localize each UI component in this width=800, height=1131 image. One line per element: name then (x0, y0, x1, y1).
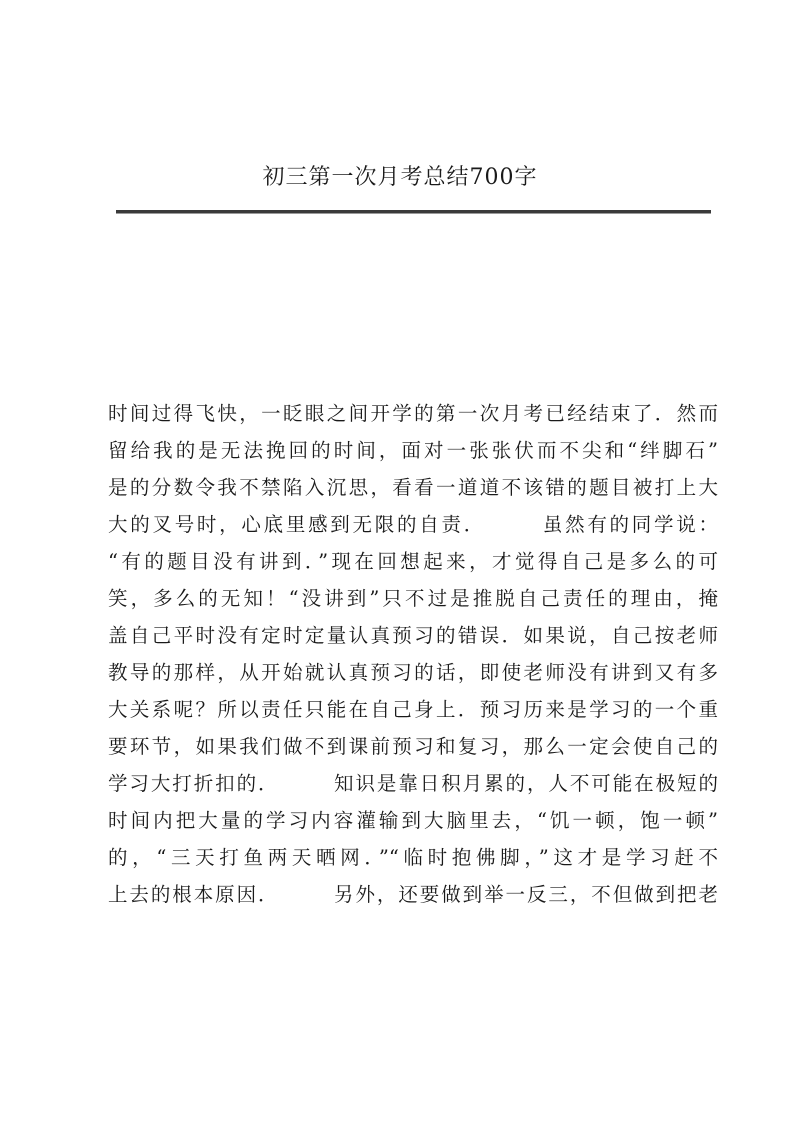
title-underline (116, 210, 711, 214)
text-line: 盖自己平时没有定时定量认真预习的错误．如果说，自己按老师 (108, 624, 718, 647)
text-line: 是的分数令我不禁陷入沉思，看看一道道不该错的题目被打上大 (108, 476, 718, 499)
text-line: 留给我的是无法挽回的时间，面对一张张伏而不尖和“绊脚石” (108, 439, 718, 462)
text-line: 大关系呢？所以责任只能在自己身上．预习历来是学习的一个重 (108, 698, 718, 721)
text-line: 时间过得飞快，一眨眼之间开学的第一次月考已经结束了．然而 (108, 402, 718, 425)
text-line: 笑，多么的无知！“没讲到”只不过是推脱自己责任的理由，掩 (108, 587, 718, 610)
body-text (108, 395, 718, 913)
document-title: 初三第一次月考总结700字 (262, 165, 538, 190)
text-line: 教导的那样，从开始就认真预习的话，即使老师没有讲到又有多 (108, 661, 718, 684)
text-line: 大的叉号时，心底里感到无限的自责． 虽然有的同学说： (108, 513, 718, 536)
text-line: “有的题目没有讲到．”现在回想起来，才觉得自己是多么的可 (108, 550, 718, 573)
text-line: 上去的根本原因． 另外，还要做到举一反三，不但做到把老 (108, 883, 718, 906)
text-line: 要环节，如果我们做不到课前预习和复习，那么一定会使自己的 (108, 735, 718, 758)
text-line: 的，“三天打鱼两天晒网．”“临时抱佛脚，”这才是学习赶不 (108, 846, 718, 869)
text-line: 时间内把大量的学习内容灌输到大脑里去，“饥一顿，饱一顿” (108, 809, 718, 832)
text-line: 学习大打折扣的． 知识是靠日积月累的，人不可能在极短的 (108, 772, 718, 795)
